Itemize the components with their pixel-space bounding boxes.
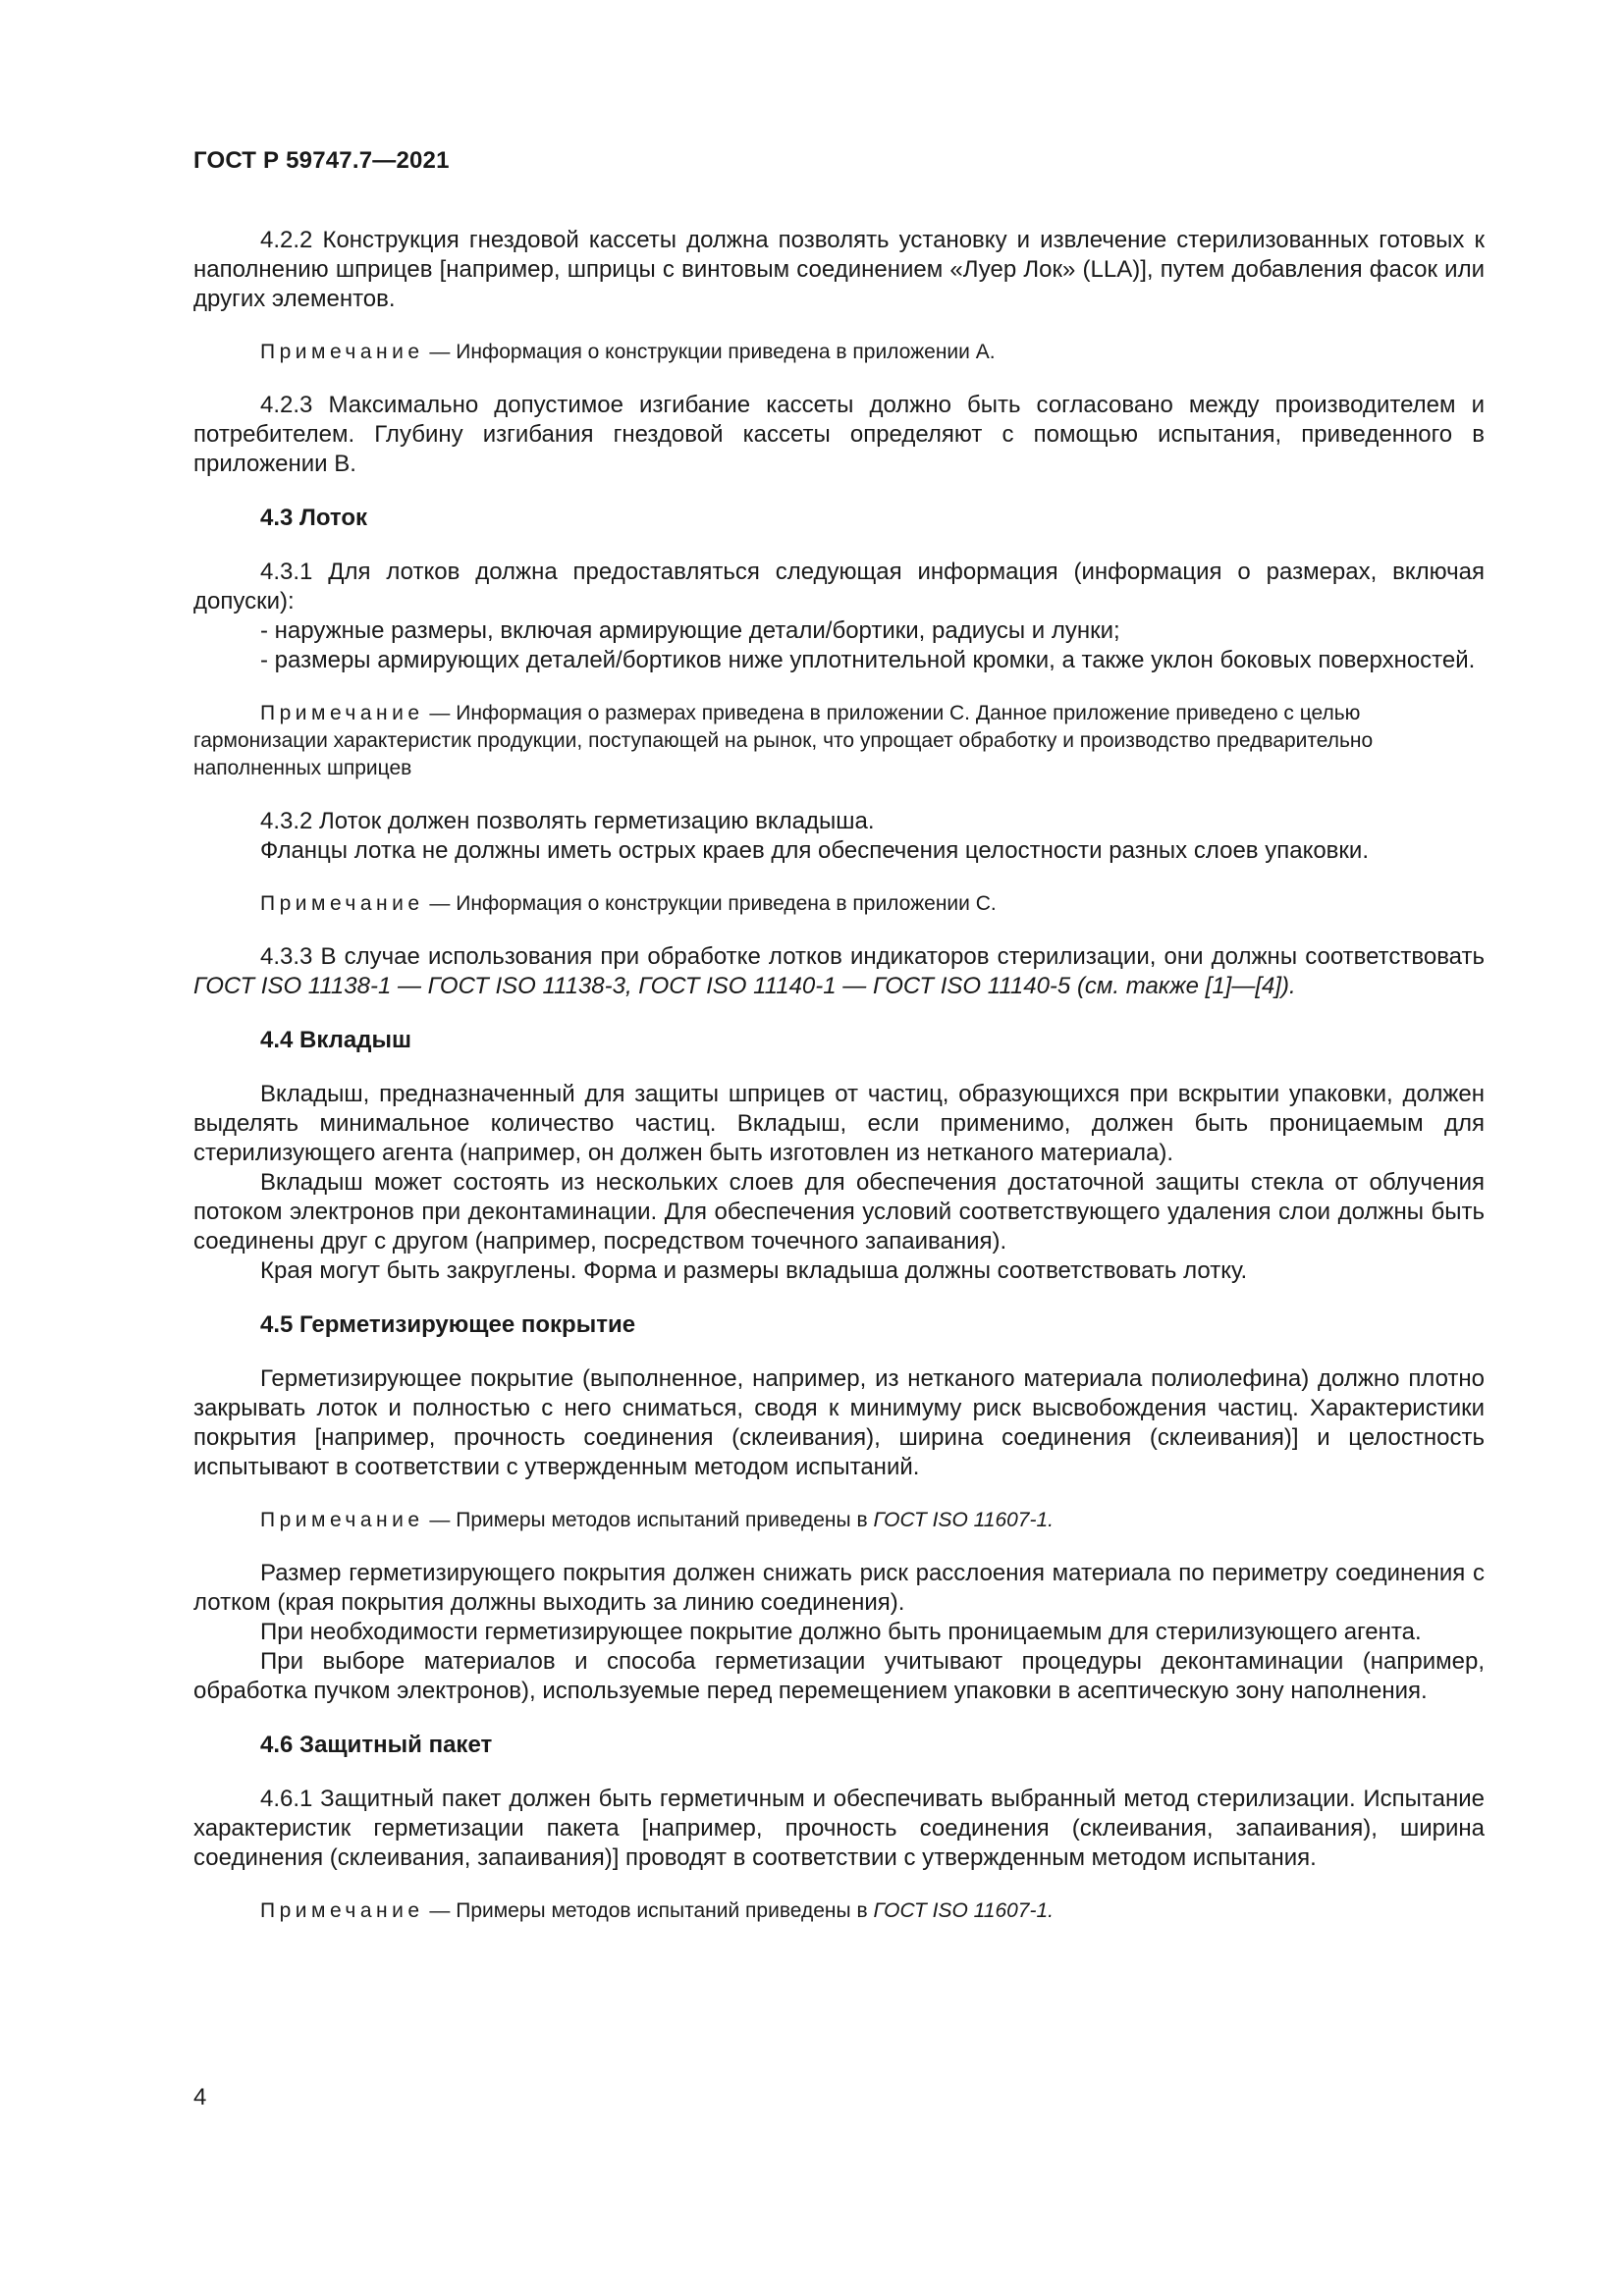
note-label: Примечание — [260, 702, 424, 724]
note — [193, 1897, 1485, 1925]
paragraph-4-2-3: 4.2.3 Максимально допустимое изгибание кассеты должно быть согласовано между производителем и потребителем. Глубину изгибания гнездовой кассеты определяют с помощью испытания, приведенного в приложении B. — [193, 392, 1485, 477]
note-text: — Информация о размерах приведена в приложении С. Данное приложение приведено с целью гармонизации характеристик продукции, поступающей на рынок, что упрощает обработку и производство предварительно наполненных шприцев — [193, 702, 1374, 779]
paragraph-4-5-3: При необходимости герметизирующее покрытие должно быть проницаемым для стерилизующего агента. — [260, 1619, 1422, 1645]
paragraph-4-4-2: Вкладыш может состоять из нескольких слоев для обеспечения достаточной защиты стекла от облучения потоком электронов при деконтаминации. Для обеспечения условий соответствующего удаления слои должны быть соединены друг с другом (например, посредством точечного запаивания). — [193, 1169, 1485, 1255]
section-heading-4-4: 4.4 Вкладыш — [260, 1027, 411, 1053]
note-text: — Информация о конструкции приведена в приложении С. — [429, 892, 997, 915]
paragraph-4-5-1: Герметизирующее покрытие (выполненное, например, из нетканого материала полиолефина) должно плотно закрывать лоток и полностью с него сниматься, сводя к минимуму риск высвобождения частиц. Характеристики покрытия [например, прочность соединения (склеивания), ширина соединения (склеивания)] и целостность испытывают в соответствии с утвержденным методом испытаний. — [193, 1365, 1485, 1480]
paragraph-text: 4.3.3 В случае использования при обработке лотков индикаторов стерилизации, они должны соответствовать — [260, 943, 1485, 970]
note-label: Примечание — [260, 892, 424, 915]
paragraph-4-3-3 — [193, 942, 1485, 1001]
document-body — [193, 226, 1485, 1925]
list-item: - наружные размеры, включая армирующие детали/бортики, радиусы и лунки; — [260, 617, 1120, 644]
paragraph-4-6-1: 4.6.1 Защитный пакет должен быть герметичным и обеспечивать выбранный метод стерилизации. Испытание характеристик герметизации пакета [например, прочность соединения (склеивания, запаивания), ширина соединения (склеивания, запаивания)] проводят в соответствии с утвержденным методом испытания. — [193, 1786, 1485, 1871]
note-label: Примечание — [260, 1509, 424, 1531]
list-item: - размеры армирующих деталей/бортиков ниже уплотнительной кромки, а также уклон боковых поверхностей. — [260, 647, 1476, 673]
page-number: 4 — [193, 2084, 207, 2110]
paragraph-4-2-2: 4.2.2 Конструкция гнездовой кассеты должна позволять установку и извлечение стерилизованных готовых к наполнению шприцев [например, шприцы с винтовым соединением «Луер Лок» (LLA)], путем добавления фасок или других элементов. — [193, 227, 1485, 312]
paragraph-4-5-4: При выборе материалов и способа герметизации учитывают процедуры деконтаминации (например, обработка пучком электронов), используемые перед перемещением упаковки в асептическую зону наполнения. — [193, 1648, 1485, 1704]
paragraph-flanges: Фланцы лотка не должны иметь острых краев для обеспечения целостности разных слоев упаковки. — [260, 837, 1370, 864]
note-text: — Примеры методов испытаний приведены в — [429, 1509, 874, 1531]
document-header: ГОСТ Р 59747.7—2021 — [193, 147, 450, 174]
standard-reference: ГОСТ ISO 11607-1. — [873, 1509, 1054, 1531]
section-heading-4-5: 4.5 Герметизирующее покрытие — [260, 1311, 636, 1338]
note — [193, 339, 1485, 366]
note-text: — Примеры методов испытаний приведены в — [429, 1899, 874, 1922]
standard-reference: ГОСТ ISO 11607-1. — [873, 1899, 1054, 1922]
paragraph-4-4-1: Вкладыш, предназначенный для защиты шприцев от частиц, образующихся при вскрытии упаковки, должен выделять минимальное количество частиц. Вкладыш, если применимо, должен быть проницаемым для стерилизующего агента (например, он должен быть изготовлен из нетканого материала). — [193, 1081, 1485, 1166]
note-text: — Информация о конструкции приведена в приложении A. — [429, 341, 996, 363]
section-heading-4-3: 4.3 Лоток — [260, 505, 368, 531]
section-heading-4-6: 4.6 Защитный пакет — [260, 1732, 493, 1758]
note-label: Примечание — [260, 1899, 424, 1922]
note-label: Примечание — [260, 341, 424, 363]
note — [193, 890, 1485, 918]
paragraph-4-3-1: 4.3.1 Для лотков должна предоставляться следующая информация (информация о размерах, включая допуски): — [193, 559, 1485, 614]
paragraph-4-3-2: 4.3.2 Лоток должен позволять герметизацию вкладыша. — [260, 808, 875, 834]
standard-reference: ГОСТ ISO 11138-1 — ГОСТ ISO 11138-3, ГОСТ ISO 11140-1 — ГОСТ ISO 11140-5 (см. также [1]—[4]). — [193, 973, 1296, 999]
paragraph-4-5-2: Размер герметизирующего покрытия должен снижать риск расслоения материала по периметру соединения с лотком (края покрытия должны выходить за линию соединения). — [193, 1560, 1485, 1616]
note — [193, 1507, 1485, 1534]
paragraph-4-4-3: Края могут быть закруглены. Форма и размеры вкладыша должны соответствовать лотку. — [260, 1257, 1248, 1284]
note — [193, 700, 1485, 782]
